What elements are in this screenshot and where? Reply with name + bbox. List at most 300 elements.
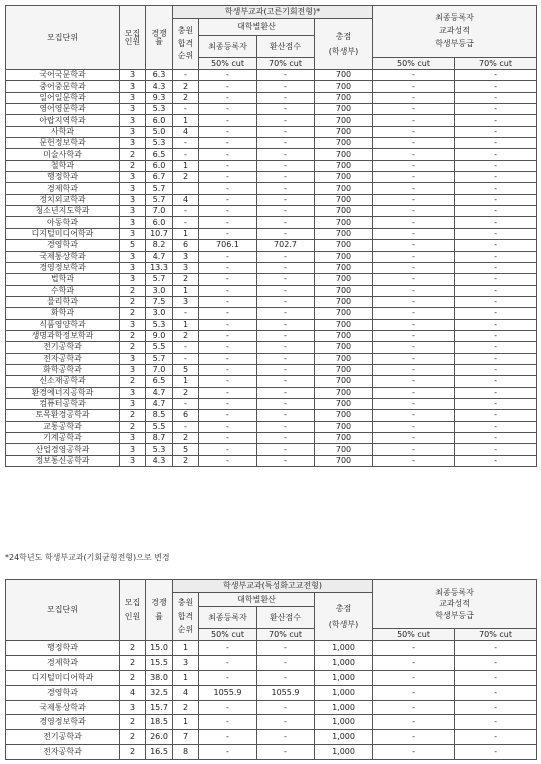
cell-fill-order: 2: [173, 700, 199, 715]
cell-total: 1,000: [315, 670, 373, 685]
cell-ratio: 6.5: [146, 149, 173, 160]
cell-conv-score: -: [257, 138, 315, 149]
cell-quota: 2: [120, 715, 146, 730]
cell-unit: 화학과: [6, 308, 120, 319]
cell-total: 700: [315, 342, 373, 353]
cell-ratio: 6.0: [146, 115, 173, 126]
cell-unit: 국제통상학과: [6, 251, 120, 262]
cell-quota: 2: [120, 296, 146, 307]
cell-cut50: -: [373, 745, 455, 760]
header-cut50-a: 50% cut: [199, 58, 257, 70]
cell-cut50: -: [373, 685, 455, 700]
cell-cut50: -: [373, 262, 455, 273]
cell-cut70: -: [455, 217, 537, 228]
cell-cut50: -: [373, 715, 455, 730]
cell-total: 700: [315, 194, 373, 205]
cell-final-reg-score: -: [199, 455, 257, 466]
table-1-body: [6, 70, 537, 467]
cell-cut50: -: [373, 655, 455, 670]
cell-unit: 일어일문학과: [6, 92, 120, 103]
cell-total: 700: [315, 81, 373, 92]
cell-cut50: -: [373, 641, 455, 656]
header-ratio: [146, 6, 173, 70]
cell-final-reg-score: -: [199, 228, 257, 239]
cell-fill-order: 5: [173, 364, 199, 375]
cell-unit: 아동학과: [6, 217, 120, 228]
cell-conv-score: -: [257, 285, 315, 296]
cell-fill-order: 2: [173, 387, 199, 398]
table-row: [6, 387, 537, 398]
header-total-line1: 총점: [335, 31, 352, 41]
cell-quota: 2: [120, 160, 146, 171]
table-row: [6, 353, 537, 364]
cell-conv-score: -: [257, 104, 315, 115]
cell-unit: 신소재공학과: [6, 376, 120, 387]
cell-ratio: 6.7: [146, 172, 173, 183]
cell-conv-score: -: [257, 183, 315, 194]
cell-conv-score: -: [257, 115, 315, 126]
cell-cut50: -: [373, 240, 455, 251]
cell-quota: 3: [120, 251, 146, 262]
cell-final-reg-score: -: [199, 308, 257, 319]
cell-total: 700: [315, 433, 373, 444]
cell-conv-score: -: [257, 251, 315, 262]
cell-cut50: -: [373, 398, 455, 409]
header-fill-line1: 충원: [177, 598, 194, 608]
cell-final-reg-score: -: [199, 217, 257, 228]
cell-cut70: -: [455, 183, 537, 194]
header-cut50-b: 50% cut: [373, 629, 455, 641]
header-total-line2: (학생부): [328, 619, 359, 629]
cell-cut50: -: [373, 387, 455, 398]
header-quota-line2: 인원: [124, 612, 141, 621]
header-grade-line2: 교과성적: [439, 599, 471, 609]
header-ratio-line1: 경쟁: [151, 597, 167, 607]
cell-quota: 4: [120, 685, 146, 700]
cell-conv-score: -: [257, 700, 315, 715]
cell-final-reg-score: -: [199, 115, 257, 126]
cell-unit: 기계공학과: [6, 433, 120, 444]
header-grade-line1: 최종등록자: [435, 13, 474, 23]
cell-cut50: -: [373, 444, 455, 455]
header-ratio-line2: 률: [155, 612, 163, 621]
header-total-line1: 총점: [335, 603, 352, 613]
cell-cut50: -: [373, 410, 455, 421]
table-row: [6, 421, 537, 432]
cell-final-reg-score: -: [199, 730, 257, 745]
cell-fill-order: -: [173, 342, 199, 353]
cell-total: 1,000: [315, 655, 373, 670]
cell-quota: 3: [120, 353, 146, 364]
cell-cut50: -: [373, 70, 455, 81]
cell-conv-score: -: [257, 398, 315, 409]
cell-cut50: -: [373, 104, 455, 115]
cell-fill-order: 3: [173, 655, 199, 670]
cell-cut70: -: [455, 308, 537, 319]
cell-total: 700: [315, 376, 373, 387]
cell-conv-score: -: [257, 149, 315, 160]
table-2-body: [6, 641, 537, 760]
cell-fill-order: 1: [173, 670, 199, 685]
cell-final-reg-score: -: [199, 700, 257, 715]
cell-ratio: 4.3: [146, 455, 173, 466]
cell-total: 700: [315, 421, 373, 432]
cell-final-reg-score: -: [199, 444, 257, 455]
cell-ratio: 3.0: [146, 285, 173, 296]
cell-cut70: -: [455, 319, 537, 330]
cell-quota: 2: [120, 410, 146, 421]
cell-conv-score: -: [257, 308, 315, 319]
cell-total: 700: [315, 330, 373, 341]
table-row: [6, 149, 537, 160]
cell-fill-order: -: [173, 421, 199, 432]
header-total-line2: (학생부): [328, 47, 359, 56]
cell-ratio: 10.7: [146, 228, 173, 239]
cell-fill-order: 8: [173, 745, 199, 760]
cell-final-reg-score: -: [199, 81, 257, 92]
cell-cut50: -: [373, 138, 455, 149]
cell-conv-score: -: [257, 206, 315, 217]
table-row: [6, 730, 537, 745]
table-row: [6, 81, 537, 92]
cell-final-reg-score: -: [199, 160, 257, 171]
cell-ratio: 5.0: [146, 126, 173, 137]
cell-unit: 수학과: [6, 285, 120, 296]
cell-ratio: 26.0: [146, 730, 173, 745]
cell-conv-score: -: [257, 126, 315, 137]
cell-ratio: 15.7: [146, 700, 173, 715]
cell-cut70: -: [455, 206, 537, 217]
cell-fill-order: 1: [173, 376, 199, 387]
cell-cut70: -: [455, 398, 537, 409]
cell-conv-score: -: [257, 70, 315, 81]
cell-ratio: 7.0: [146, 364, 173, 375]
cell-quota: 3: [120, 104, 146, 115]
cell-final-reg-score: -: [199, 251, 257, 262]
cell-conv-score: -: [257, 655, 315, 670]
cell-conv-score: -: [257, 364, 315, 375]
cell-total: 1,000: [315, 685, 373, 700]
cell-conv-score: -: [257, 342, 315, 353]
header-grade-line3: 학생부등급: [435, 610, 474, 620]
cell-fill-order: 2: [173, 92, 199, 103]
cell-total: 700: [315, 364, 373, 375]
cell-cut50: -: [373, 433, 455, 444]
cell-ratio: 38.0: [146, 670, 173, 685]
header-group-title: 학생부교과(특성화고교전형): [173, 580, 373, 593]
cell-cut50: -: [373, 330, 455, 341]
cell-final-reg-score: -: [199, 138, 257, 149]
cell-ratio: 15.0: [146, 641, 173, 656]
cell-cut50: -: [373, 319, 455, 330]
cell-cut70: -: [455, 641, 537, 656]
cell-ratio: 4.7: [146, 387, 173, 398]
cell-cut70: -: [455, 700, 537, 715]
cell-final-reg-score: -: [199, 70, 257, 81]
cell-unit: 행정학과: [6, 172, 120, 183]
header-ratio-line1: 경쟁: [151, 28, 167, 38]
cell-quota: 3: [120, 92, 146, 103]
cell-cut70: -: [455, 421, 537, 432]
cell-cut70: -: [455, 81, 537, 92]
cell-ratio: 7.0: [146, 206, 173, 217]
cell-cut50: -: [373, 670, 455, 685]
cell-unit: 미술사학과: [6, 149, 120, 160]
table-row: [6, 342, 537, 353]
cell-quota: 2: [120, 641, 146, 656]
table-row: [6, 444, 537, 455]
table-row: [6, 206, 537, 217]
cell-cut70: -: [455, 126, 537, 137]
table-row: [6, 115, 537, 126]
table-row: [6, 217, 537, 228]
cell-cut50: -: [373, 296, 455, 307]
cell-cut50: -: [373, 183, 455, 194]
cell-final-reg-score: -: [199, 92, 257, 103]
cell-fill-order: -: [173, 206, 199, 217]
cell-final-reg-score: -: [199, 330, 257, 341]
cell-cut70: -: [455, 444, 537, 455]
header-univ-conv: 대학별환산: [199, 19, 315, 36]
cell-total: 1,000: [315, 641, 373, 656]
cell-quota: 2: [120, 376, 146, 387]
cell-total: 700: [315, 308, 373, 319]
cell-quota: 3: [120, 138, 146, 149]
table-row: [6, 194, 537, 205]
cell-final-reg-score: -: [199, 641, 257, 656]
cell-total: 700: [315, 387, 373, 398]
cell-ratio: 5.7: [146, 194, 173, 205]
cell-quota: 2: [120, 330, 146, 341]
cell-conv-score: -: [257, 433, 315, 444]
table-row: [6, 70, 537, 81]
cell-conv-score: 702.7: [257, 240, 315, 251]
cell-total: 700: [315, 319, 373, 330]
header-ratio: [146, 580, 173, 641]
cell-unit: 물리학과: [6, 296, 120, 307]
cell-cut50: -: [373, 285, 455, 296]
cell-quota: 3: [120, 274, 146, 285]
cell-final-reg-score: -: [199, 274, 257, 285]
header-cut70-a: 70% cut: [257, 629, 315, 641]
cell-fill-order: 3: [173, 296, 199, 307]
cell-conv-score: -: [257, 274, 315, 285]
cell-total: 700: [315, 92, 373, 103]
table-row: [6, 685, 537, 700]
cell-fill-order: 2: [173, 274, 199, 285]
cell-quota: 3: [120, 387, 146, 398]
cell-quota: 2: [120, 342, 146, 353]
cell-fill-order: 3: [173, 251, 199, 262]
cell-ratio: 3.0: [146, 308, 173, 319]
cell-ratio: 15.5: [146, 655, 173, 670]
cell-cut70: -: [455, 104, 537, 115]
cell-unit: 중어중문학과: [6, 81, 120, 92]
cell-cut50: -: [373, 421, 455, 432]
cell-total: 1,000: [315, 745, 373, 760]
cell-cut50: -: [373, 700, 455, 715]
cell-conv-score: -: [257, 715, 315, 730]
cell-total: 700: [315, 455, 373, 466]
cell-conv-score: -: [257, 92, 315, 103]
cell-unit: 경제학과: [6, 655, 120, 670]
cell-cut50: -: [373, 228, 455, 239]
cell-total: 700: [315, 228, 373, 239]
cell-cut50: -: [373, 342, 455, 353]
cell-cut70: -: [455, 670, 537, 685]
cell-ratio: 5.7: [146, 274, 173, 285]
cell-total: 700: [315, 160, 373, 171]
cell-final-reg-score: 706.1: [199, 240, 257, 251]
table-row: [6, 330, 537, 341]
cell-cut50: -: [373, 92, 455, 103]
cell-final-reg-score: -: [199, 104, 257, 115]
cell-total: 700: [315, 251, 373, 262]
cell-cut70: -: [455, 730, 537, 745]
cell-final-reg-score: -: [199, 149, 257, 160]
cell-conv-score: -: [257, 160, 315, 171]
table-row: [6, 262, 537, 273]
header-quota-line1: 모집: [124, 597, 141, 607]
cell-ratio: 5.3: [146, 319, 173, 330]
cell-cut50: -: [373, 308, 455, 319]
table-row: [6, 398, 537, 409]
cell-quota: 3: [120, 206, 146, 217]
cell-ratio: 8.2: [146, 240, 173, 251]
cell-unit: 아랍지역학과: [6, 115, 120, 126]
cell-ratio: 4.3: [146, 81, 173, 92]
header-quota-line1: 모집: [124, 28, 141, 38]
table-row: [6, 92, 537, 103]
cell-ratio: 8.7: [146, 433, 173, 444]
cell-cut70: -: [455, 330, 537, 341]
cell-total: 700: [315, 172, 373, 183]
cell-quota: 5: [120, 240, 146, 251]
cell-fill-order: -: [173, 138, 199, 149]
table-row: [6, 296, 537, 307]
cell-unit: 경영학과: [6, 240, 120, 251]
table-1-footnote: *24학년도 학생부교과(기회균형전형)으로 변경: [5, 553, 170, 562]
cell-quota: 2: [120, 745, 146, 760]
cell-conv-score: -: [257, 444, 315, 455]
cell-unit: 경영정보학과: [6, 262, 120, 273]
cell-cut70: -: [455, 115, 537, 126]
cell-fill-order: 2: [173, 455, 199, 466]
header-fill-order: [173, 593, 199, 641]
header-quota-line2: 인원: [124, 36, 141, 46]
table-row: [6, 285, 537, 296]
cell-ratio: 5.3: [146, 444, 173, 455]
cell-total: 700: [315, 206, 373, 217]
cell-final-reg-score: -: [199, 342, 257, 353]
cell-unit: 화학공학과: [6, 364, 120, 375]
cell-unit: 전기공학과: [6, 342, 120, 353]
cell-fill-order: 1: [173, 319, 199, 330]
cell-total: 700: [315, 296, 373, 307]
cell-cut50: -: [373, 376, 455, 387]
cell-unit: 생명과학정보학과: [6, 330, 120, 341]
cell-ratio: 6.5: [146, 376, 173, 387]
cell-cut70: -: [455, 70, 537, 81]
cell-total: 700: [315, 138, 373, 149]
cell-cut70: -: [455, 685, 537, 700]
cell-conv-score: -: [257, 670, 315, 685]
table-row: [6, 376, 537, 387]
cell-fill-order: 2: [173, 330, 199, 341]
cell-final-reg-score: -: [199, 353, 257, 364]
cell-cut70: -: [455, 149, 537, 160]
cell-cut50: -: [373, 251, 455, 262]
cell-total: 700: [315, 285, 373, 296]
cell-final-reg-score: -: [199, 670, 257, 685]
cell-cut50: -: [373, 364, 455, 375]
cell-unit: 디지털미디어학과: [6, 670, 120, 685]
cell-fill-order: [173, 183, 199, 194]
cell-cut70: -: [455, 376, 537, 387]
table-row: [6, 160, 537, 171]
cell-conv-score: -: [257, 387, 315, 398]
cell-fill-order: 2: [173, 81, 199, 92]
cell-total: 700: [315, 104, 373, 115]
cell-final-reg-score: -: [199, 745, 257, 760]
header-fill-order: [173, 19, 199, 70]
cell-quota: 3: [120, 319, 146, 330]
cell-ratio: 6.0: [146, 160, 173, 171]
cell-unit: 정치외교학과: [6, 194, 120, 205]
cell-unit: 교통공학과: [6, 421, 120, 432]
cell-cut70: -: [455, 410, 537, 421]
cell-conv-score: -: [257, 172, 315, 183]
cell-fill-order: 1: [173, 641, 199, 656]
cell-fill-order: -: [173, 149, 199, 160]
cell-final-reg-score: -: [199, 715, 257, 730]
admission-table-2: [5, 579, 537, 760]
cell-quota: 3: [120, 455, 146, 466]
cell-final-reg-score: -: [199, 172, 257, 183]
cell-ratio: 4.7: [146, 251, 173, 262]
cell-ratio: 4.7: [146, 398, 173, 409]
cell-fill-order: 6: [173, 410, 199, 421]
table-row: [6, 138, 537, 149]
cell-ratio: 9.0: [146, 330, 173, 341]
table-row: [6, 172, 537, 183]
cell-unit: 경제학과: [6, 183, 120, 194]
cell-final-reg-score: -: [199, 398, 257, 409]
cell-unit: 경영학과: [6, 685, 120, 700]
header-unit: 모집단위: [6, 6, 120, 70]
cell-unit: 국어국문학과: [6, 70, 120, 81]
cell-unit: 경영정보학과: [6, 715, 120, 730]
cell-quota: 3: [120, 700, 146, 715]
cell-ratio: 18.5: [146, 715, 173, 730]
cell-ratio: 13.3: [146, 262, 173, 273]
cell-conv-score: -: [257, 641, 315, 656]
table-row: [6, 308, 537, 319]
cell-fill-order: 6: [173, 240, 199, 251]
table-row: [6, 228, 537, 239]
header-final-reg: 최종등록자: [199, 607, 257, 629]
cell-quota: 2: [120, 670, 146, 685]
cell-unit: 전자공학과: [6, 745, 120, 760]
header-grade-line1: 최종등록자: [435, 588, 474, 598]
cell-conv-score: -: [257, 228, 315, 239]
cell-cut70: -: [455, 715, 537, 730]
table-row: [6, 700, 537, 715]
cell-fill-order: 4: [173, 685, 199, 700]
cell-conv-score: -: [257, 296, 315, 307]
header-final-reg: 최종등록자: [199, 36, 257, 58]
cell-quota: 3: [120, 433, 146, 444]
